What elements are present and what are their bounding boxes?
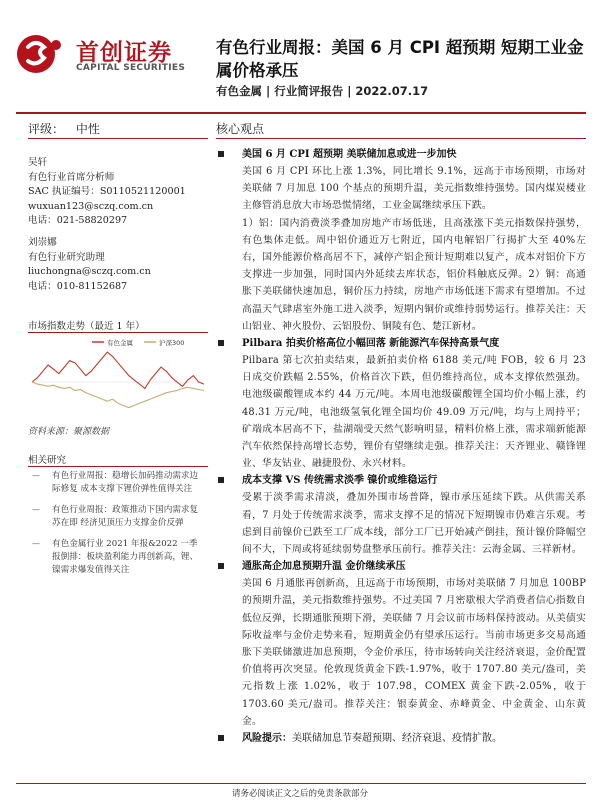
core-divider (216, 138, 586, 139)
report-header (0, 0, 600, 112)
related-item[interactable]: — 有色金属行业 2021 年报&2022 一季报倒排：板块盈利能力再创新高，锂、镍需求爆发值得关注 (32, 538, 206, 576)
report-title: 有色行业周报：美国 6 月 CPI 超预期 短期工业金属价格承压 (216, 38, 584, 80)
section-paragraph: 美国 6 月 CPI 环比上涨 1.3%，同比增长 9.1%，远高于市场预期，市场对美联储 7 月加息 100 个基点的预期升温，美元指数维持强势。国内煤炭楼业主修管消息放大市场恐慌情绪，工业金属继续承压下跌。 (242, 166, 586, 212)
chart-legend (92, 338, 184, 347)
company-logo (16, 34, 216, 74)
legend-label-nonferrous: 有色金属 (107, 339, 133, 347)
rating-label: 评级： (28, 122, 65, 136)
section-paragraph: 1）铝：国内消费淡季叠加房地产市场低迷，且高涨涨下美元指数保持强势，有色集体走低。周中铝价通近万七附近，国内电解铝厂行揭扩大至 40%左右，国外能源价格高居不下，减停产铝企预计短期难以复产，成本对铝价下方支撑进一步加强，同时国内外延续去库状态，铝价料触底反弹。2）铜：高通胀下美联储快速加息，铜价压力持续，房地产市场低迷下需求有望增加。不过高温天气肆虐室外施工进入淡季，短期内铜价或维持弱势运行。推荐关注：天山铝业、神火股份、云铝股份、铜陵有色、楚江新材。 (242, 217, 586, 332)
footer-divider (16, 783, 586, 784)
section-heading: Pilbara 拍卖价格高位小幅回落 新能源汽车保持高景气度 (216, 335, 586, 352)
analyst-card (28, 236, 151, 294)
square-bullet-icon (218, 477, 224, 483)
related-divider (28, 466, 208, 467)
related-research-list (32, 470, 206, 585)
square-bullet-icon (218, 340, 224, 346)
rating-row (28, 120, 100, 137)
section-heading: 美国 6 月 CPI 超预期 美联储加息或进一步加快 (216, 146, 586, 163)
section-paragraph: 受累于淡季需求清淡，叠加外围市场普降，镍市承压延续下跌。从供需关系看，7 月处于传统需求淡季，需求支撑不足的情况下短期镍市仍难言乐观。考虑到目前镍价已跌至工厂成本线，部分工厂已开始减产倒挂，预计镍价降幅空间不大，下周或将延续弱势盘整承压前行。推荐关注：云海金属、三祥新材。 (242, 492, 586, 556)
brand-name-en: CAPITAL SECURITIES (76, 63, 186, 73)
related-item[interactable]: — 有色行业周报：政策推动下国内需求复苏在即 经济见顶压力支撑金价反弹 (32, 504, 206, 529)
analyst-email[interactable]: wuxuan123@sczq.com.cn (28, 200, 154, 212)
analyst-role: 有色行业首席分析师 (28, 171, 115, 183)
analyst-role: 有色行业研究助理 (28, 251, 105, 263)
section-heading: 通胀高企加息预期升温 金价继续承压 (216, 558, 586, 575)
square-bullet-icon (218, 563, 224, 569)
related-item[interactable]: — 有色行业周报：稳增长加码推动需求边际修复 成本支撑下锂价弹性值得关注 (32, 470, 206, 495)
disclaimer-footer: 请务必阅读正文之后的免责条款部分 (231, 789, 368, 799)
series-line-nonferrous (32, 352, 204, 388)
report-subline: 有色金属 | 行业简评报告 | 2022.07.17 (216, 84, 429, 98)
core-views-body (216, 146, 586, 747)
index-trend-chart (28, 334, 208, 418)
chart-title: 市场指数走势（最近 1 年） (28, 321, 145, 332)
square-bullet-icon (218, 735, 224, 741)
analyst-phone: 电话：021-58820297 (28, 215, 128, 226)
chart-divider (28, 332, 208, 333)
section-paragraph: Pilbara 第七次拍卖结束，最新拍卖价格 6188 美元/吨 FOB，较 6 月 23 日成交价跌幅 2.55%，价格首次下跌，但仍维持高位，成本支撑依然强劲。电池级碳酸锂成本约 44 万元/吨。本周电池级碳酸锂全国均价小幅上涨，约 48.31 万元/吨，电池级氢氧化锂全国均价 49.09 万元/吨，均与上周持平；矿端成本居高不下，盐湖端受天然气影响明显，精料价格上涨，需求端新能源汽车依然保持高增长态势，锂价有望继续走强。推荐关注：天齐锂业、赣锋锂业、华友钴业、融捷股份、永兴材料。 (242, 355, 586, 470)
analyst-sac: SAC 执证编号：S0110521120001 (28, 186, 186, 197)
square-bullet-icon (218, 151, 224, 157)
risk-warning: 风险提示：美联储加息节奏超预期、经济衰退、疫情扩散。 (216, 730, 586, 747)
logo-mark-icon (16, 34, 68, 74)
section-paragraph: 美国 6 月通胀再创新高，且远高于市场预期，市场对美联储 7 月加息 100BP 的预期升温，美元指数维持强势。不过美国 7 月密歇根大学消费者信心指数自低位反弹，长期通胀预期下滑，美联储 7 月会议前市场料保持波动。从美债实际收益率与金价走势来看，短期黄金仍有望承压运行。当前市场更多交易高通胀下美联储激进加息预期，令金价承压，待市场转向关注经济衰退，金价配置价值将再次突显。伦敦现货黄金下跌-1.97%，收于 1707.80 美元/盎司，美元指数上涨 1.02%，收于 107.98，COMEX 黄金下跌-2.05%，收于 1703.60 美元/盎司。推荐关注：银泰黄金、赤峰黄金、中金黄金、山东黄金。 (242, 578, 586, 727)
series-line-csi300 (32, 382, 204, 408)
analyst-name: 吴轩 (28, 157, 48, 168)
analyst-card (28, 156, 186, 229)
analyst-phone: 电话：010-81152687 (28, 280, 128, 292)
legend-label-csi300: 沪深300 (159, 339, 185, 347)
section-heading: 成本支撑 VS 传统需求淡季 镍价或维稳运行 (216, 472, 586, 489)
related-research-title: 相关研究 (28, 455, 67, 466)
analyst-name: 刘崇娜 (28, 237, 57, 248)
rating-value: 中性 (75, 122, 100, 136)
analyst-email[interactable]: liuchongna@sczq.com.cn (28, 266, 151, 277)
brand-name-cn: 首创证券 (76, 40, 172, 66)
chart-plot-area (32, 352, 204, 408)
chart-source: 资料来源：聚源数据 (28, 427, 110, 437)
core-views-title: 核心观点 (216, 122, 265, 136)
rating-divider (28, 138, 208, 139)
header-divider (16, 112, 586, 114)
